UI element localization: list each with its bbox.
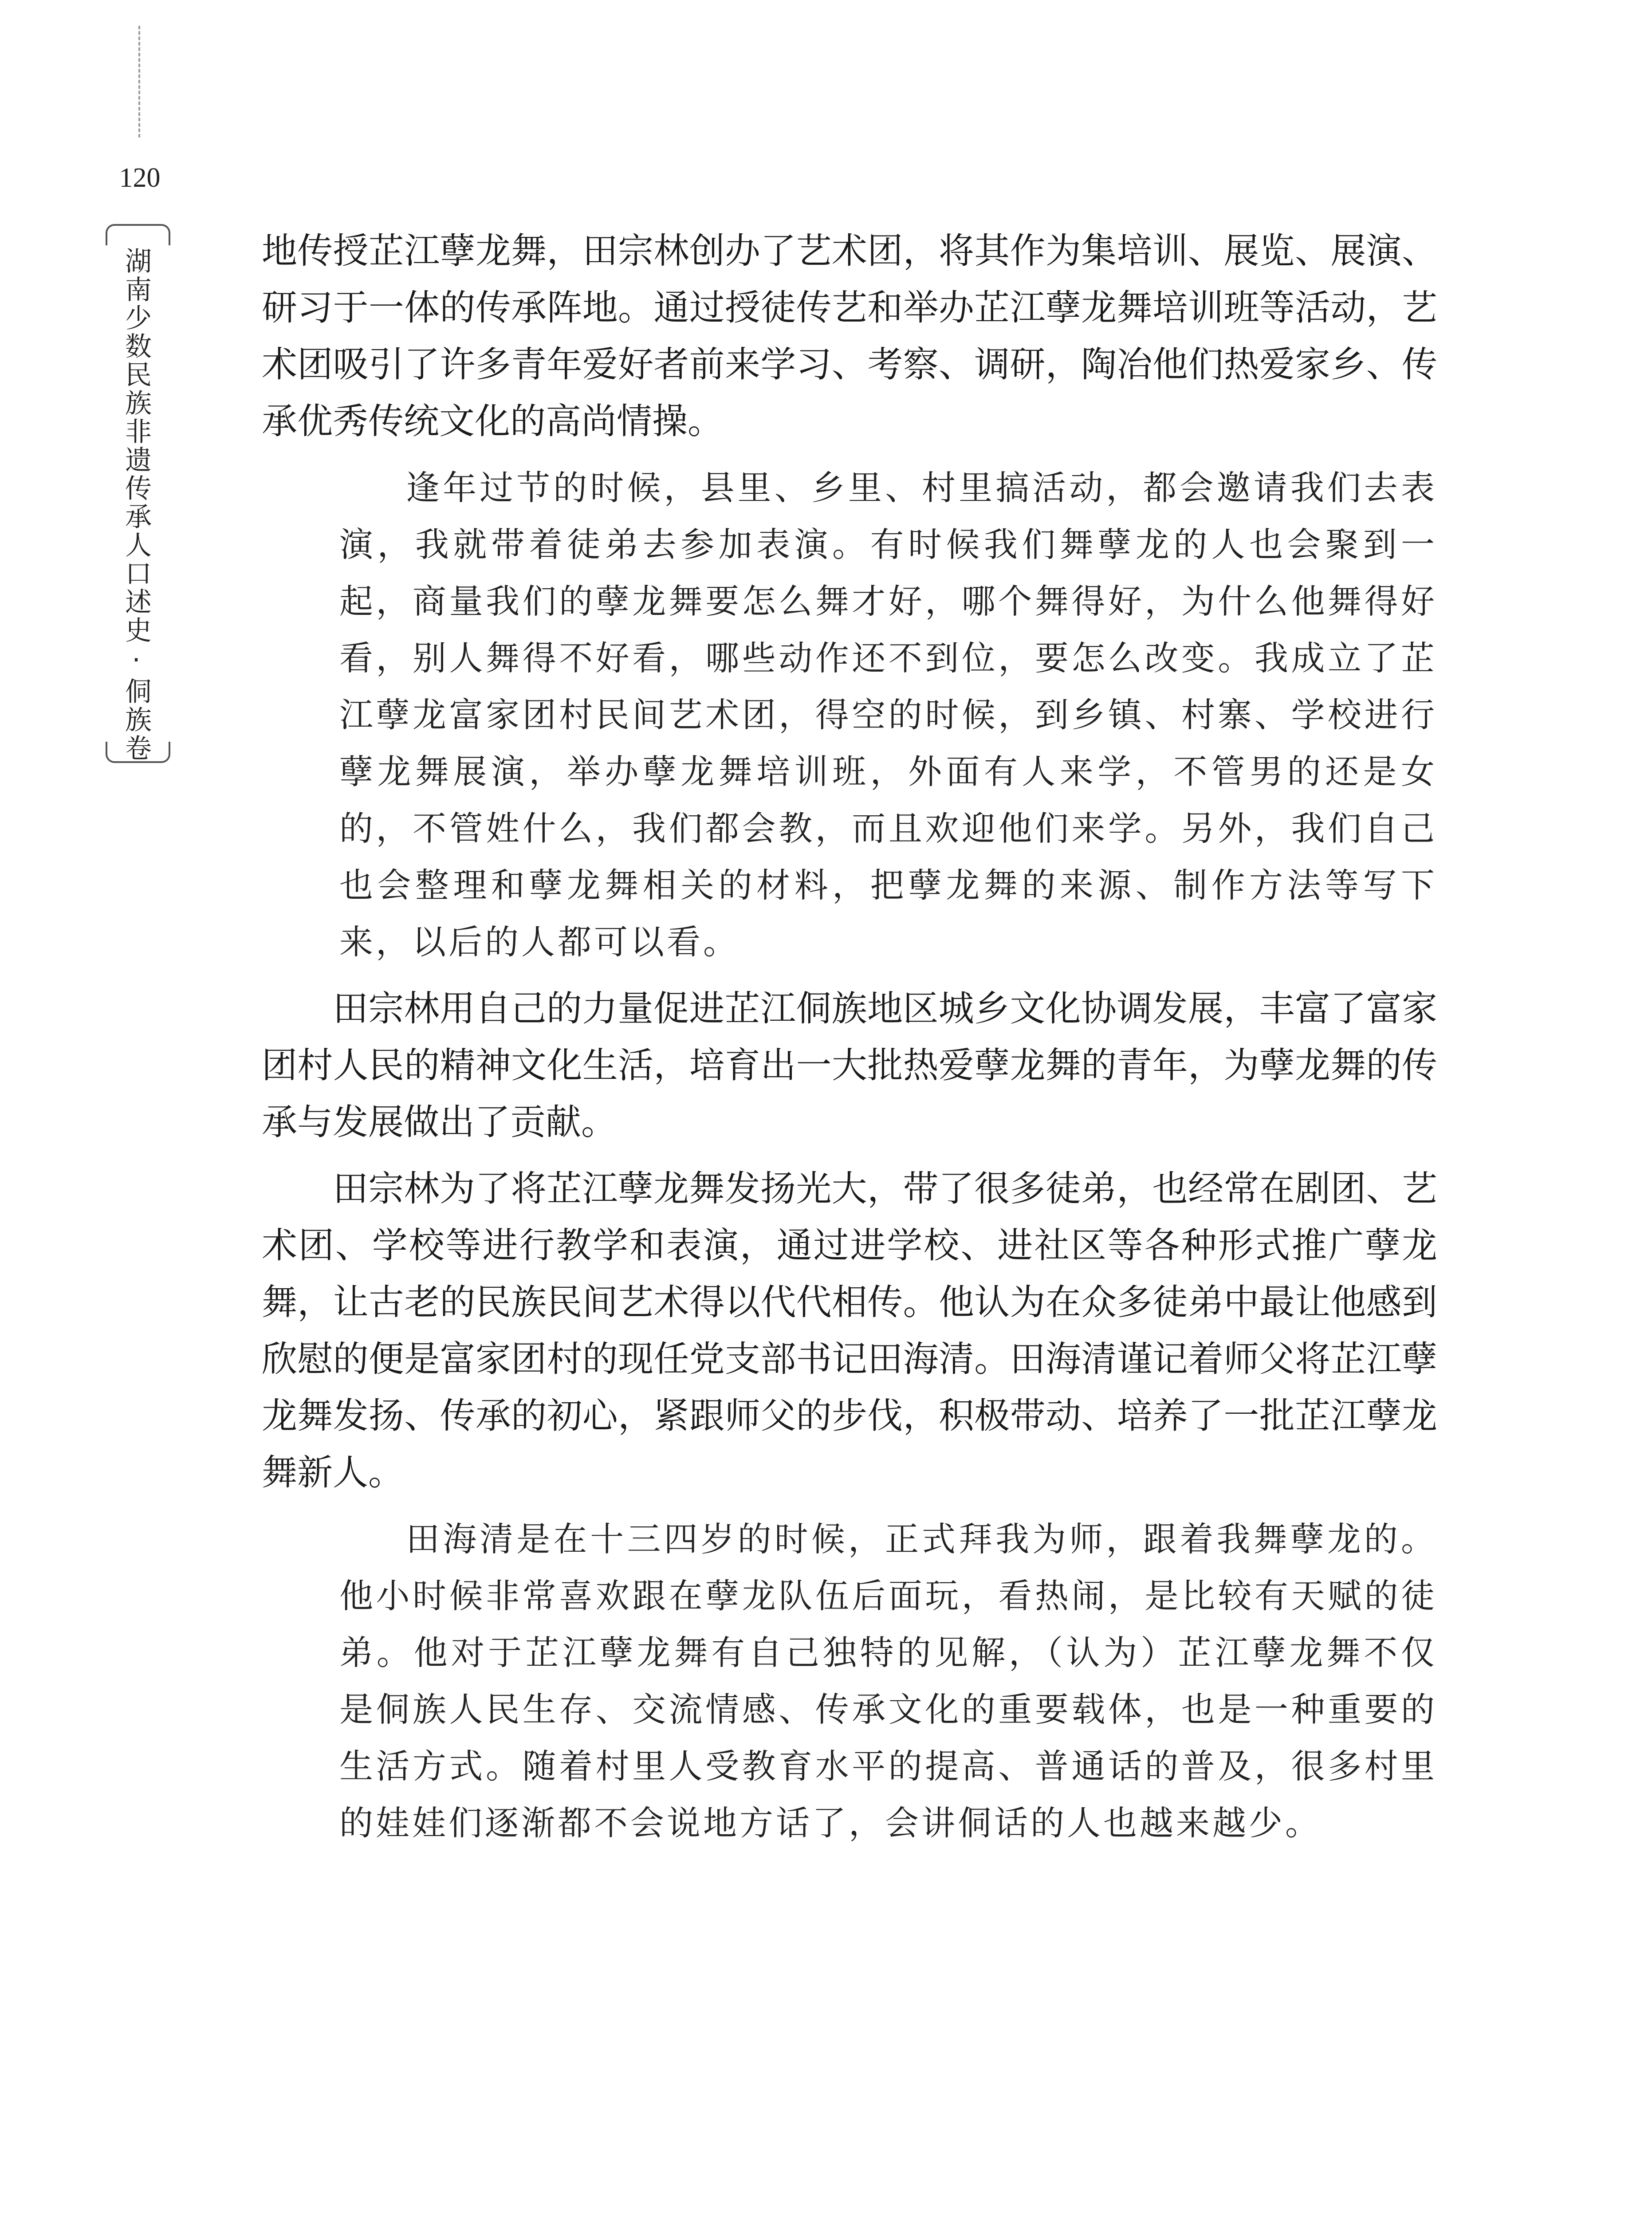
body-paragraph-2: 田宗林用自己的力量促进芷江侗族地区城乡文化协调发展，丰富了富家团村人民的精神文化生活，培育出一大批热爱孽龙舞的青年，为孽龙舞的传承与发展做出了贡献。 xyxy=(262,988,1437,1143)
main-text-block xyxy=(262,223,1437,1852)
body-paragraph-1: 地传授芷江孽龙舞，田宗林创办了艺术团，将其作为集培训、展览、展演、研习于一体的传承阵地。通过授徒传艺和举办芷江孽龙舞培训班等活动，艺术团吸引了许多青年爱好者前来学习、考察、调研，陶冶他们热爱家乡、传承优秀传统文化的高尚情操。 xyxy=(262,230,1437,442)
margin-dashed-rule xyxy=(138,26,140,138)
page-number: 120 xyxy=(119,163,161,193)
running-head-bracket-top xyxy=(106,224,170,245)
oral-quote-2: 田海清是在十三四岁的时候，正式拜我为师，跟着我舞孽龙的。他小时候非常喜欢跟在孽龙队伍后面玩，看热闹，是比较有天赋的徒弟。他对于芷江孽龙舞有自己独特的见解，（认为）芷江孽龙舞不仅是侗族人民生存、交流情感、传承文化的重要载体，也是一种重要的生活方式。随着村里人受教育水平的提高、普通话的普及，很多村里的娃娃们逐渐都不会说地方话了，会讲侗话的人也越来越少。 xyxy=(339,1519,1437,1843)
body-paragraph-3: 田宗林为了将芷江孽龙舞发扬光大，带了很多徒弟，也经常在剧团、艺术团、学校等进行教学和表演，通过进学校、进社区等各种形式推广孽龙舞，让古老的民族民间艺术得以代代相传。他认为在众多徒弟中最让他感到欣慰的便是富家团村的现任党支部书记田海清。田海清谨记着师父将芷江孽龙舞发扬、传承的初心，紧跟师父的步伐，积极带动、培养了一批芷江孽龙舞新人。 xyxy=(262,1168,1437,1493)
running-head-title: 湖南少数民族非遗传承人口述史·侗族卷 xyxy=(121,247,152,763)
oral-quote-1: 逢年过节的时候，县里、乡里、村里搞活动，都会邀请我们去表演，我就带着徒弟去参加表演。有时候我们舞孽龙的人也会聚到一起，商量我们的孽龙舞要怎么舞才好，哪个舞得好，为什么他舞得好看，别人舞得不好看，哪些动作还不到位，要怎么改变。我成立了芷江孽龙富家团村民间艺术团，得空的时候，到乡镇、村寨、学校进行孽龙舞展演，举办孽龙舞培训班，外面有人来学，不管男的还是女的，不管姓什么，我们都会教，而且欢迎他们来学。另外，我们自己也会整理和孽龙舞相关的材料，把孽龙舞的来源、制作方法等写下来，以后的人都可以看。 xyxy=(339,468,1437,962)
running-head-frame xyxy=(103,224,169,763)
running-head-bracket-bottom xyxy=(106,742,170,763)
